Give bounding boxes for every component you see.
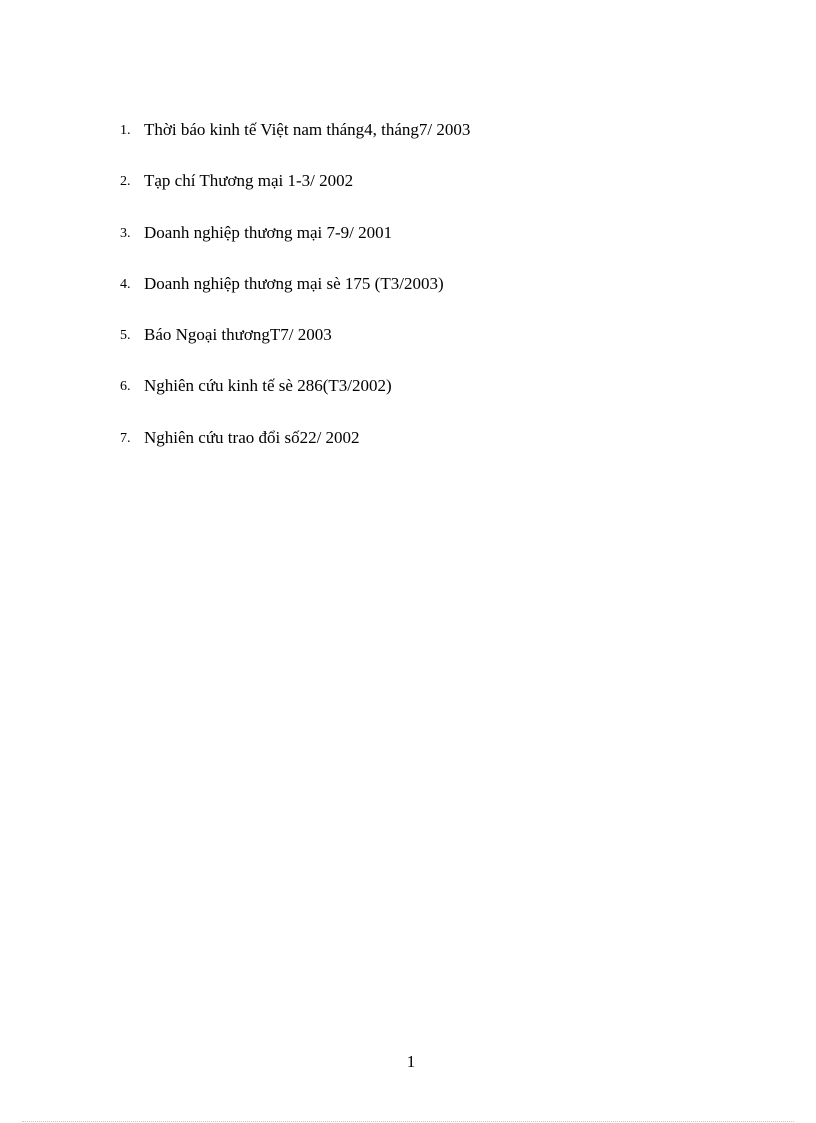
reference-number: 6. [120, 379, 131, 395]
reference-item [120, 221, 470, 272]
reference-number: 3. [120, 225, 131, 241]
reference-number: 7. [120, 430, 131, 446]
reference-number: 2. [120, 174, 131, 190]
reference-text: Thời báo kinh tế Việt nam tháng4, tháng7/ 2003 [144, 120, 471, 139]
reference-item [120, 118, 470, 169]
reference-item [120, 169, 470, 220]
reference-text: Doanh nghiệp thương mại 7-9/ 2001 [144, 222, 393, 242]
reference-text: Báo Ngoại thươngT7/ 2003 [144, 325, 332, 345]
reference-item [120, 426, 470, 477]
reference-text: Tạp chí Thương mại 1-3/ 2002 [144, 171, 354, 191]
reference-number: 1. [120, 123, 131, 138]
reference-number: 4. [120, 276, 131, 292]
reference-item [120, 374, 470, 425]
reference-item [120, 272, 470, 323]
page-bottom-divider [22, 1121, 794, 1122]
reference-list [120, 118, 470, 477]
page-number: 1 [406, 1052, 416, 1071]
reference-text: Nghiên cứu trao đổi số22/ 2002 [144, 427, 360, 447]
reference-text: Nghiên cứu kinh tế sè 286(T3/2002) [144, 376, 392, 396]
reference-text: Doanh nghiệp thương mại sè 175 (T3/2003) [144, 273, 444, 293]
reference-item [120, 323, 470, 374]
reference-number: 5. [120, 328, 131, 344]
